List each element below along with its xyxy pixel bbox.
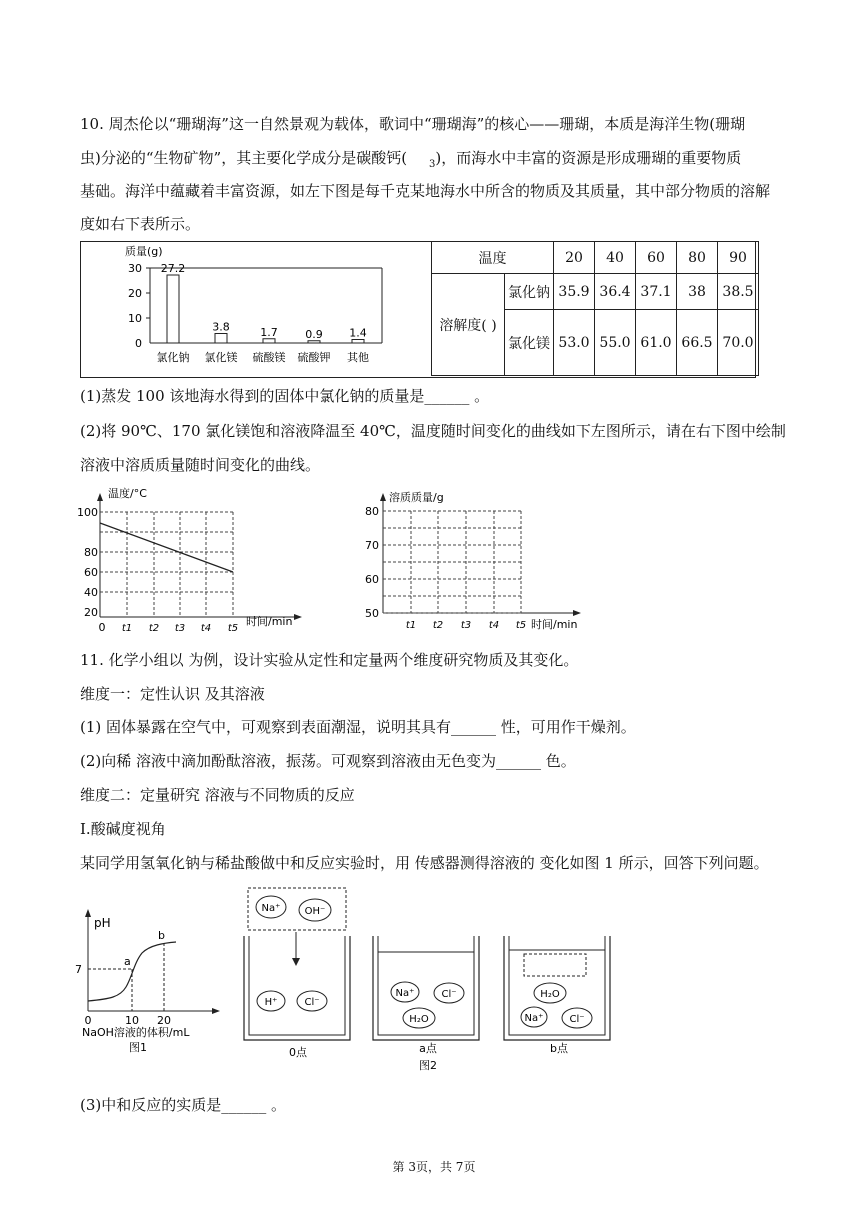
table-cell: 70.0 bbox=[718, 310, 759, 376]
fig1-ytick: 7 bbox=[75, 963, 82, 976]
ytick: 80 bbox=[365, 505, 379, 518]
ytick: 20 bbox=[128, 287, 142, 300]
table-row-group: 溶解度( ) bbox=[432, 274, 505, 376]
beaker-label: b点 bbox=[550, 1042, 568, 1055]
beaker-label: a点 bbox=[419, 1042, 437, 1055]
q10-sub2b: 溶液中溶质质量随时间变化的曲线。 bbox=[80, 456, 321, 474]
ytick: 20 bbox=[84, 606, 98, 619]
table-cell: 38.5 bbox=[718, 274, 759, 310]
q10-sub1: (1)蒸发 100 该地海水得到的固体中氯化钠的质量是______ 。 bbox=[80, 387, 490, 405]
bar bbox=[263, 339, 275, 343]
beaker-0 bbox=[244, 936, 350, 1040]
mass-ylabel: 溶质质量/g bbox=[389, 491, 444, 504]
bar-value-label: 1.4 bbox=[349, 326, 367, 340]
bar-value-label: 3.8 bbox=[212, 320, 230, 334]
bar bbox=[308, 341, 320, 343]
table-temp: 40 bbox=[595, 242, 636, 274]
table-cell: 55.0 bbox=[595, 310, 636, 376]
beaker-label: 0点 bbox=[289, 1046, 307, 1059]
fig1-point-b: b bbox=[158, 929, 165, 942]
ion-label: Na⁺ bbox=[261, 903, 281, 914]
temperature-chart bbox=[76, 485, 316, 633]
xtick: t2 bbox=[148, 623, 160, 634]
mass-xlabel: 时间/min bbox=[531, 618, 578, 631]
temperature-curve bbox=[100, 523, 233, 572]
table-temp: 80 bbox=[677, 242, 718, 274]
fig1-xtick: 0 bbox=[84, 1014, 92, 1027]
q11-dim2: 维度二：定量研究 溶液与不同物质的反应 bbox=[80, 786, 355, 804]
xtick: t5 bbox=[515, 620, 527, 631]
xtick: t5 bbox=[227, 623, 239, 634]
ytick: 60 bbox=[84, 566, 98, 579]
table-row-name: 氯化钠 bbox=[505, 274, 554, 310]
ion-label: Cl⁻ bbox=[569, 1014, 585, 1025]
q11-sub3: (3)中和反应的实质是______ 。 bbox=[80, 1096, 287, 1114]
table-cell: 61.0 bbox=[636, 310, 677, 376]
ion-label: H₂O bbox=[540, 989, 560, 1000]
table-temp: 90 bbox=[718, 242, 759, 274]
q10-line1: 10. 周杰伦以“珊瑚海”这一自然景观为载体，歌词中“珊瑚海”的核心——珊瑚，本质是海洋生物(珊瑚 bbox=[80, 115, 746, 133]
ion-label: Cl⁻ bbox=[304, 997, 320, 1008]
bar bbox=[167, 275, 179, 343]
ion-label: H⁺ bbox=[264, 997, 278, 1008]
fig1-caption: 图1 bbox=[129, 1041, 147, 1054]
q10-line2: 虫)分泌的“生物矿物”，其主要化学成分是碳酸钙( $_3$)，而海水中丰富的资源是形成珊瑚的重要物质 bbox=[80, 149, 742, 170]
fig1-xtick: 10 bbox=[125, 1014, 139, 1027]
bar-chart bbox=[80, 241, 430, 377]
xtick: t4 bbox=[200, 623, 212, 634]
q11-sub1: (1) 固体暴露在空气中，可观察到表面潮湿，说明其具有______ 性，可用作干燥剂。 bbox=[80, 718, 636, 736]
bar-category: 硫酸钾 bbox=[297, 351, 331, 364]
bar-ylabel: 质量(g) bbox=[125, 245, 163, 258]
xtick: t4 bbox=[488, 620, 500, 631]
fig2-caption: 图2 bbox=[419, 1059, 437, 1072]
bar-category: 硫酸镁 bbox=[252, 351, 286, 364]
bar-value-label: 1.7 bbox=[260, 325, 278, 339]
fig1-xlabel: NaOH溶液的体积/mL bbox=[82, 1026, 190, 1039]
table-cell: 38 bbox=[677, 274, 718, 310]
table-cell: 36.4 bbox=[595, 274, 636, 310]
ytick: 40 bbox=[84, 586, 98, 599]
ytick: 10 bbox=[128, 312, 142, 325]
temp-xlabel: 时间/min bbox=[246, 615, 293, 628]
q10-line4: 度如右下表所示。 bbox=[80, 215, 201, 233]
fig2-beakers bbox=[236, 880, 626, 1080]
bar-value-label: 0.9 bbox=[305, 327, 323, 341]
table-row-name: 氯化镁 bbox=[505, 310, 554, 376]
fig1-ph-chart bbox=[75, 905, 240, 1055]
origin-label: 0 bbox=[98, 621, 106, 634]
ytick: 80 bbox=[84, 546, 98, 559]
q11-desc: 某同学用氢氧化钠与稀盐酸做中和反应实验时，用 传感器测得溶液的 变化如图 1 所示，回答下列问题。 bbox=[80, 854, 769, 872]
ion-label: Na⁺ bbox=[524, 1013, 544, 1024]
ion-label: H₂O bbox=[409, 1014, 429, 1025]
temp-ylabel: 温度/°C bbox=[108, 487, 147, 500]
table-cell: 37.1 bbox=[636, 274, 677, 310]
bar-category: 氯化钠 bbox=[156, 351, 190, 364]
fig1-ylabel: pH bbox=[94, 916, 111, 930]
table-cell: 53.0 bbox=[554, 310, 595, 376]
solubility-table bbox=[431, 241, 759, 376]
solute-mass-chart bbox=[355, 485, 595, 633]
xtick: t1 bbox=[405, 620, 417, 631]
ytick: 60 bbox=[365, 573, 379, 586]
fig1-xtick: 20 bbox=[157, 1014, 171, 1027]
xtick: t3 bbox=[460, 620, 472, 631]
fig1-point-a: a bbox=[124, 955, 131, 968]
table-cell: 66.5 bbox=[677, 310, 718, 376]
bar bbox=[215, 334, 227, 344]
ion-label: Cl⁻ bbox=[441, 989, 457, 1000]
xtick: t2 bbox=[432, 620, 444, 631]
bar-category: 氯化镁 bbox=[204, 351, 238, 364]
table-temp: 20 bbox=[554, 242, 595, 274]
ytick: 0 bbox=[135, 337, 142, 350]
table-cell: 35.9 bbox=[554, 274, 595, 310]
page-footer: 第 3页，共 7页 bbox=[392, 1160, 476, 1174]
bar bbox=[352, 340, 364, 344]
bar-category: 其他 bbox=[347, 351, 369, 364]
ytick: 50 bbox=[365, 607, 379, 620]
q11-section: I.酸碱度视角 bbox=[80, 820, 166, 838]
q11-sub2: (2)向稀 溶液中滴加酚酞溶液，振荡。可观察到溶液由无色变为______ 色。 bbox=[80, 752, 576, 770]
table-temp: 60 bbox=[636, 242, 677, 274]
xtick: t3 bbox=[174, 623, 186, 634]
bar-value-label: 27.2 bbox=[160, 262, 186, 275]
xtick: t1 bbox=[121, 623, 133, 634]
ytick: 30 bbox=[128, 262, 142, 275]
q10-sub2a: (2)将 90℃、170 氯化镁饱和溶液降温至 40℃，温度随时间变化的曲线如下左图所示，请在右下图中绘制 bbox=[80, 422, 786, 440]
q10-line3: 基础。海洋中蕴藏着丰富资源，如左下图是每千克某地海水中所含的物质及其质量，其中部分物质的溶解 bbox=[80, 182, 771, 200]
q11-intro: 11. 化学小组以 为例，设计实验从定性和定量两个维度研究物质及其变化。 bbox=[80, 651, 579, 669]
ion-label: Na⁺ bbox=[395, 988, 415, 999]
ion-label: OH⁻ bbox=[304, 906, 326, 917]
ytick: 70 bbox=[365, 539, 379, 552]
ytick: 100 bbox=[77, 506, 98, 519]
table-header-label: 温度 bbox=[432, 242, 554, 274]
q11-dim1: 维度一：定性认识 及其溶液 bbox=[80, 685, 265, 703]
